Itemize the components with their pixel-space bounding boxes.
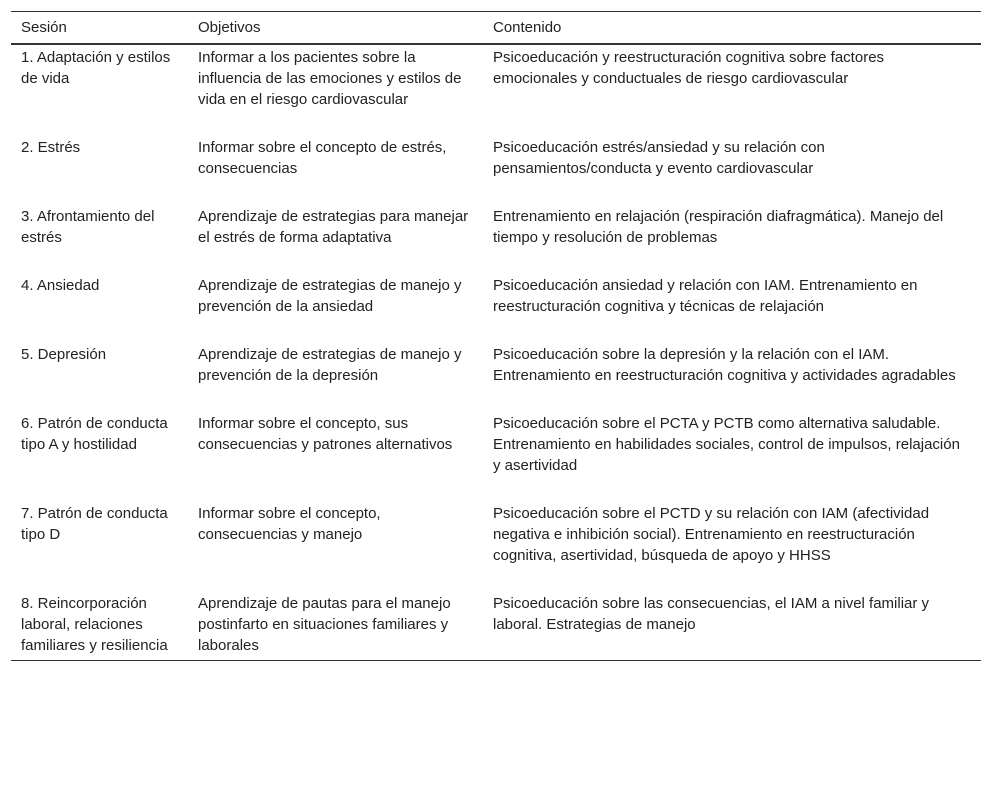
header-sesion: Sesión xyxy=(11,12,188,45)
cell-objetivos: Informar sobre el concepto de estrés, consecuencias xyxy=(198,139,447,177)
table-row xyxy=(11,135,981,204)
cell-sesion: 2. Estrés xyxy=(21,139,81,156)
cell-contenido: Psicoeducación estrés/ansiedad y su relación con pensamientos/conducta y evento cardiovascular xyxy=(493,139,825,177)
table-row xyxy=(11,591,981,661)
table-row xyxy=(11,204,981,273)
cell-sesion: 5. Depresión xyxy=(21,346,107,363)
cell-sesion: 3. Afrontamiento del estrés xyxy=(21,208,155,246)
cell-sesion: 7. Patrón de conducta tipo D xyxy=(21,505,168,543)
table-row xyxy=(11,411,981,501)
cell-contenido: Psicoeducación sobre el PCTD y su relación con IAM (afectividad negativa e inhibición social). Entrenamiento en reestructuración cognitiva, asertividad, búsqueda de apoyo y HHSS xyxy=(493,505,930,564)
table-row xyxy=(11,44,981,135)
table-body xyxy=(11,44,981,661)
table-row xyxy=(11,342,981,411)
cell-contenido: Psicoeducación sobre las consecuencias, el IAM a nivel familiar y laboral. Estrategias de manejo xyxy=(483,591,981,661)
cell-objetivos: Aprendizaje de estrategias para manejar el estrés de forma adaptativa xyxy=(198,208,469,246)
cell-sesion: 6. Patrón de conducta tipo A y hostilidad xyxy=(21,415,168,453)
cell-contenido: Entrenamiento en relajación (respiración diafragmática). Manejo del tiempo y resolución de problemas xyxy=(493,208,944,246)
cell-contenido: Psicoeducación sobre el PCTA y PCTB como alternativa saludable. Entrenamiento en habilidades sociales, control de impulsos, relajación y asertividad xyxy=(493,415,960,474)
table-header xyxy=(11,12,981,45)
cell-contenido: Psicoeducación y reestructuración cognitiva sobre factores emocionales y conductuales de riesgo cardiovascular xyxy=(493,49,885,87)
cell-objetivos: Informar a los pacientes sobre la influencia de las emociones y estilos de vida en el riesgo cardiovascular xyxy=(198,49,462,108)
cell-objetivos: Aprendizaje de pautas para el manejo postinfarto en situaciones familiares y laborales xyxy=(188,591,483,661)
header-objetivos: Objetivos xyxy=(188,12,483,45)
table-row xyxy=(11,501,981,591)
cell-objetivos: Informar sobre el concepto, sus consecuencias y patrones alternativos xyxy=(198,415,453,453)
cell-objetivos: Aprendizaje de estrategias de manejo y prevención de la depresión xyxy=(198,346,462,384)
cell-sesion: 4. Ansiedad xyxy=(21,277,100,294)
cell-contenido: Psicoeducación ansiedad y relación con IAM. Entrenamiento en reestructuración cognitiva y técnicas de relajación xyxy=(493,277,918,315)
cell-contenido: Psicoeducación sobre la depresión y la relación con el IAM. Entrenamiento en reestructuración cognitiva y actividades agradables xyxy=(493,346,956,384)
cell-sesion: 1. Adaptación y estilos de vida xyxy=(21,49,171,87)
table-row xyxy=(11,273,981,342)
cell-sesion: 8. Reincorporación laboral, relaciones familiares y resiliencia xyxy=(11,591,188,661)
sessions-table-container xyxy=(11,11,981,661)
header-row xyxy=(11,12,981,45)
cell-objetivos: Informar sobre el concepto, consecuencias y manejo xyxy=(198,505,381,543)
header-contenido: Contenido xyxy=(483,12,981,45)
cell-objetivos: Aprendizaje de estrategias de manejo y prevención de la ansiedad xyxy=(198,277,462,315)
sessions-table xyxy=(11,11,981,661)
